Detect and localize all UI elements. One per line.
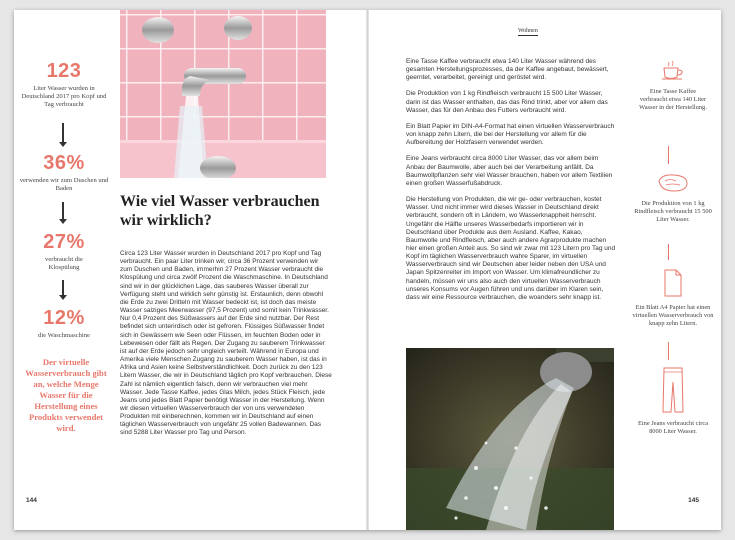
- side-note-beef: [630, 172, 716, 224]
- stat-text: die Waschmaschine: [38, 332, 90, 339]
- side-note-paper: [630, 268, 716, 328]
- paragraph: Eine Tasse Kaffee verbraucht etwa 140 Liter Wasser während des gesamten Herstellungsprozesses, da der Kaffee angebaut, bewässert, geerntet, verarbeitet, gereinigt und geröstet wird.: [406, 58, 609, 82]
- paragraph: Die Produktion von 1 kg Rindfleisch verbraucht 15 500 Liter Wasser, darin ist das Wasser enthalten, das das Rind trinkt, aber vor allem das Wasser, das für den Anbau des Futters verbraucht wird.: [406, 90, 608, 114]
- paragraph: Die Herstellung von Produkten, die wir ge- oder verbrauchen, kostet Wasser. Und nicht immer wird dieses Wasser in Deutschland direkt verbraucht, sondern oft in Ländern, wo Wasserknappheit herrscht. Ungefähr die Hälfte unseres Wasserbedarfs importieren wir in Deutschland über Produkte aus dem Ausland. Kaffee, Kakao, Baumwolle und Rindfleisch, aber auch andere Agrarprodukte machen hier einen großen Anteil aus. So sind wir zwar mit 123 Litern pro Tag und Kopf im täglichen Wasserverbrauch wahre Sparer, im virtuellen Wasserverbrauch sind wir Deutschen aber leider neben den USA und Japan Spitzenreiter im Import von Wasser. Um klimafreundlicher zu handeln, müssen wir uns also auch den virtuellen Wasserverbrauch unseres Konsums vor Augen führen und uns darüber im Klaren sein, dass wir eine Ressource verbrauchen, die woanders sehr knapp ist.: [406, 196, 616, 301]
- side-note-coffee: [630, 60, 716, 112]
- pull-quote: Der virtuelle Wasserverbrauch gibt an, welche Menge Wasser für die Herstellung eines Produkts verwendet wird.: [25, 357, 107, 433]
- down-arrow-icon: [62, 123, 64, 143]
- stat-value: 123: [46, 60, 82, 82]
- faucet-illustration: [120, 10, 326, 178]
- jeans-icon: [661, 366, 685, 414]
- divider: [668, 244, 669, 260]
- side-note-text: Die Produktion von 1 kg Rindfleisch verbraucht 15 500 Liter Wasser.: [634, 200, 712, 223]
- body-text-right: [406, 58, 616, 310]
- divider: [668, 146, 669, 164]
- stat-value: 27%: [43, 231, 85, 253]
- right-page: [368, 10, 721, 530]
- running-head: Wohnen: [518, 28, 538, 34]
- down-arrow-icon: [62, 280, 64, 296]
- stat-123: [18, 60, 110, 109]
- left-page: [14, 10, 367, 530]
- paper-sheet-icon: [662, 268, 684, 298]
- paragraph: Ein Blatt Papier im DIN-A4-Format hat einen virtuellen Wasserverbrauch von knapp zehn Litern, die bei der Herstellung vor allem für die Aufbereitung der Holzfasern verwendet werden.: [406, 122, 615, 147]
- paragraph: Eine Jeans verbraucht circa 8000 Liter Wasser, das vor allem beim Anbau der Baumwolle, aber auch bei der Verarbeitung anfällt. Da Baumwollpflanzen sehr viel Wasser brauchen, haben vor allem Textilien einen großen Wasserfußabdruck.: [406, 155, 613, 187]
- faucet-photo: [120, 10, 326, 178]
- side-note-text: Eine Jeans verbraucht circa 8000 Liter Wasser.: [637, 420, 709, 435]
- stat-12: [18, 307, 110, 340]
- page-number-left: 144: [26, 497, 37, 504]
- down-arrow-icon: [62, 202, 64, 220]
- watering-photo: [406, 348, 614, 530]
- divider: [668, 342, 669, 360]
- side-note-text: Ein Blatt A4 Papier hat einen virtuellen Wasserverbrauch von knapp zehn Litern.: [632, 304, 714, 327]
- steak-icon: [656, 172, 690, 194]
- stat-text: Liter Wasser wurden in Deutschland 2017 pro Kopf und Tag verbraucht: [21, 85, 107, 108]
- book-spread: [14, 10, 721, 530]
- stat-value: 36%: [43, 152, 85, 174]
- stat-27: [18, 231, 110, 272]
- coffee-cup-icon: [660, 60, 686, 82]
- side-note-text: Eine Tasse Kaffee verbraucht etwa 140 Liter Wasser in der Herstellung.: [639, 88, 707, 111]
- page-number-right: 145: [688, 497, 699, 504]
- stat-text: verwenden wir zum Duschen und Baden: [19, 177, 109, 192]
- body-text-left: Circa 123 Liter Wasser wurden in Deutschland 2017 pro Kopf und Tag verbraucht. Ein paar Liter trinken wir, circa 36 Prozent verwenden wir zum Duschen und Baden, immerhin 27 Prozent Wasser verbraucht die Klospülung und circa zwölf Prozent die Waschmaschine. In Deutschland sind wir in der glücklichen Lage, das sauberes Wasser überall zur Verfügung steht und wirklich sehr günstig ist. Erstaunlich, denn obwohl die Erde zu zwei Dritteln mit Wasser bedeckt ist, ist doch das meiste Wasser salziges Meerwasser (97,5 Prozent) und somit kein Trinkwasser. Nur 0,4 Prozent des Süßwassers auf der Erde sind nutzbar. Der Rest befindet sich unterirdisch oder ist gefroren. Flüssiges Süßwasser findet sich in Gewässern wie Seen oder Flüssen, im feuchten Boden oder in Lebewesen oder fällt als Regen. Der Zugang zu sauberem Trinkwasser ist auf der Erde jedoch sehr ungleich verteilt. Während in Europa und Amerika viele Menschen Zugang zu sauberem Wasser haben, ist das in Afrika und Asien keine Selbstverständlichkeit. Doch zurück zu den 123 Litern Wasser, die wir in Deutschland täglich pro Kopf verbrauchen. Diese Zahl ist nämlich eigentlich falsch, denn wir verbrauchen viel mehr Wasser. Jede Tasse Kaffee, jedes Glas Milch, jedes Stück Fleisch, jede Jeans und jedes Blatt Papier benötigt Wasser in der Herstellung. Wenn wir diesen virtuellen Wasserverbrauch der von uns verwendeten Produkten mit einberechnen, kommen wir in Deutschland auf einen täglichen Wasserverbrauch von ungefähr 25 vollen Badewannen. Das sind 5288 Liter Wasser pro Tag und Person.: [120, 250, 332, 437]
- stat-text: verbraucht die Klospülung: [45, 256, 83, 271]
- stat-36: [18, 152, 110, 193]
- side-note-jeans: [630, 366, 716, 436]
- water-spray-illustration: [406, 348, 614, 530]
- article-headline: Wie viel Wasser verbrauchen wir wirklich?: [120, 193, 320, 229]
- stat-value: 12%: [43, 307, 85, 329]
